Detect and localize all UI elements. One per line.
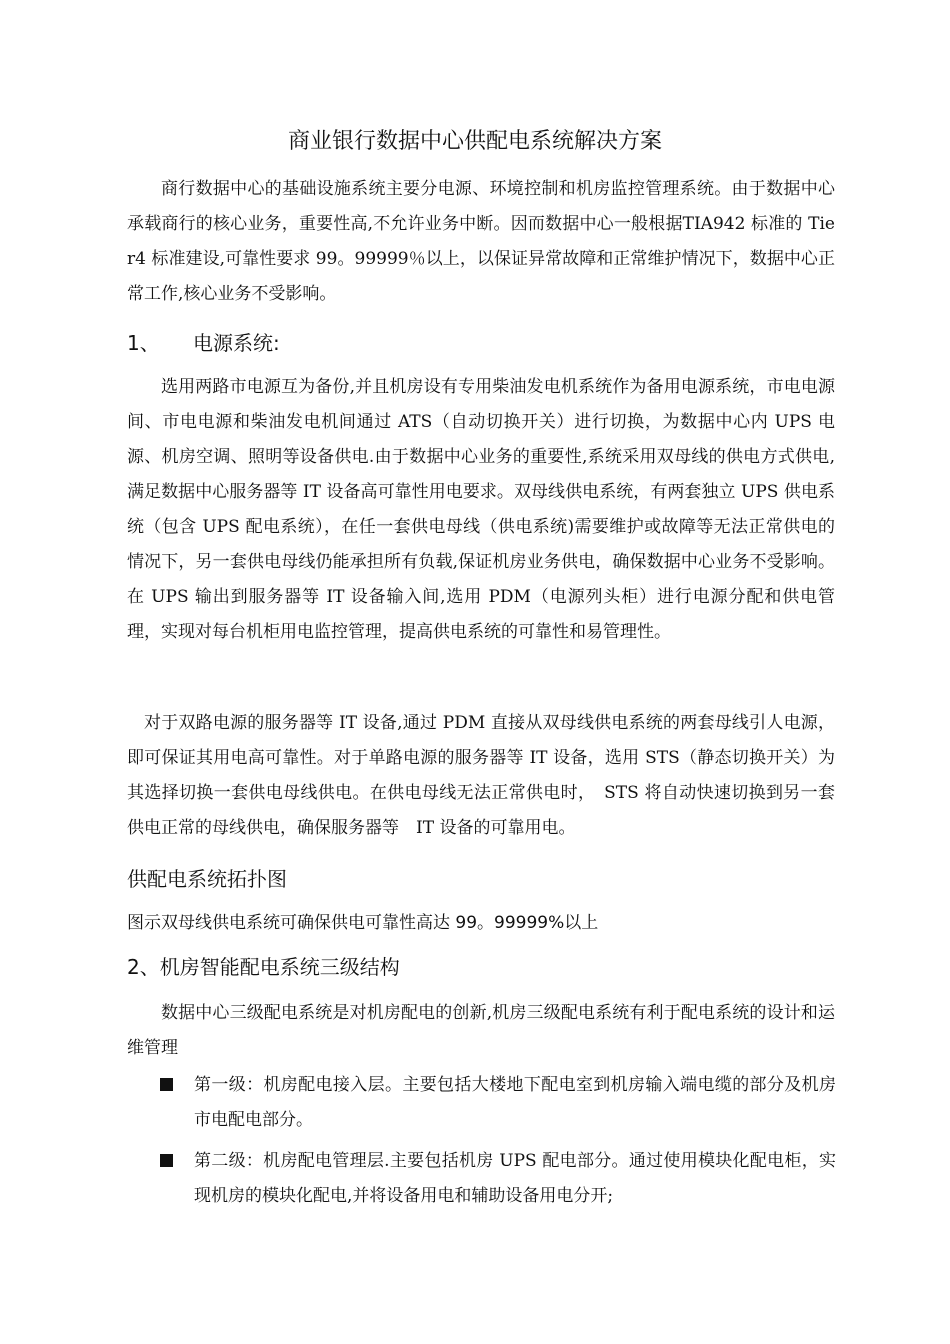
intro-paragraph: 商行数据中心的基础设施系统主要分电源、环境控制和机房监控管理系统。由于数据中心承载商行的核心业务，重要性高,不允许业务中断。因而数据中心一般根据TIA942 标准的 Tier4 标准建设,可靠性要求 99。99999％以上，以保证异常故障和正常维护情况下，数据中心正常工作,核心业务不受影响。: [127, 179, 835, 304]
section-1-number: 1、: [127, 331, 160, 355]
list-item-text: 第一级：机房配电接入层。主要包括大楼地下配电室到机房输入端电缆的部分及机房市电配电部分。: [194, 1075, 836, 1130]
list-item: [160, 1144, 836, 1214]
document-title: 商业银行数据中心供配电系统解决方案: [287, 129, 662, 154]
section-1-heading: [127, 326, 835, 360]
topology-heading: 供配电系统拓扑图: [127, 867, 287, 891]
topology-caption: 图示双母线供电系统可确保供电可靠性高达 99。99999%以上: [127, 913, 599, 933]
section-2-heading: 2、机房智能配电系统三级结构: [127, 955, 400, 979]
section-1-title: 电源系统:: [193, 331, 280, 355]
power-system-paragraph-2: 对于双路电源的服务器等 IT 设备,通过 PDM 直接从双母线供电系统的两套母线引人电源，即可保证其用电高可靠性。对于单路电源的服务器等 IT 设备，选用 STS（静态切换开关）为其选择切换一套供电母线供电。在供电母线无法正常供电时， STS 将自动快速切换到另一套供电正常的母线供电，确保服务器等 IT 设备的可靠用电。: [127, 713, 835, 838]
power-system-paragraph-1: 选用两路市电源互为备份,并且机房设有专用柴油发电机系统作为备用电源系统，市电电源间、市电电源和柴油发电机间通过 ATS（自动切换开关）进行切换，为数据中心内 UPS 电源、机房空调、照明等设备供电.由于数据中心业务的重要性,系统采用双母线的供电方式供电,满足数据中心服务器等 IT 设备高可靠性用电要求。双母线供电系统，有两套独立 UPS 供电系统（包含 UPS 配电系统），在任一套供电母线（供电系统)需要维护或故障等无法正常供电的情况下，另一套供电母线仍能承担所有负载,保证机房业务供电，确保数据中心业务不受影响。在 UPS 输出到服务器等 IT 设备输入间,选用 PDM（电源列头柜）进行电源分配和供电管理，实现对每台机柜用电监控管理，提高供电系统的可靠性和易管理性。: [127, 377, 835, 642]
list-item: [160, 1068, 836, 1138]
square-bullet-icon: [160, 1154, 173, 1167]
list-item-text: 第二级：机房配电管理层.主要包括机房 UPS 配电部分。通过使用模块化配电柜，实现机房的模块化配电,并将设备用电和辅助设备用电分开;: [194, 1151, 836, 1206]
section-2-intro: 数据中心三级配电系统是对机房配电的创新,机房三级配电系统有利于配电系统的设计和运维管理: [127, 1003, 835, 1058]
square-bullet-icon: [160, 1078, 173, 1091]
